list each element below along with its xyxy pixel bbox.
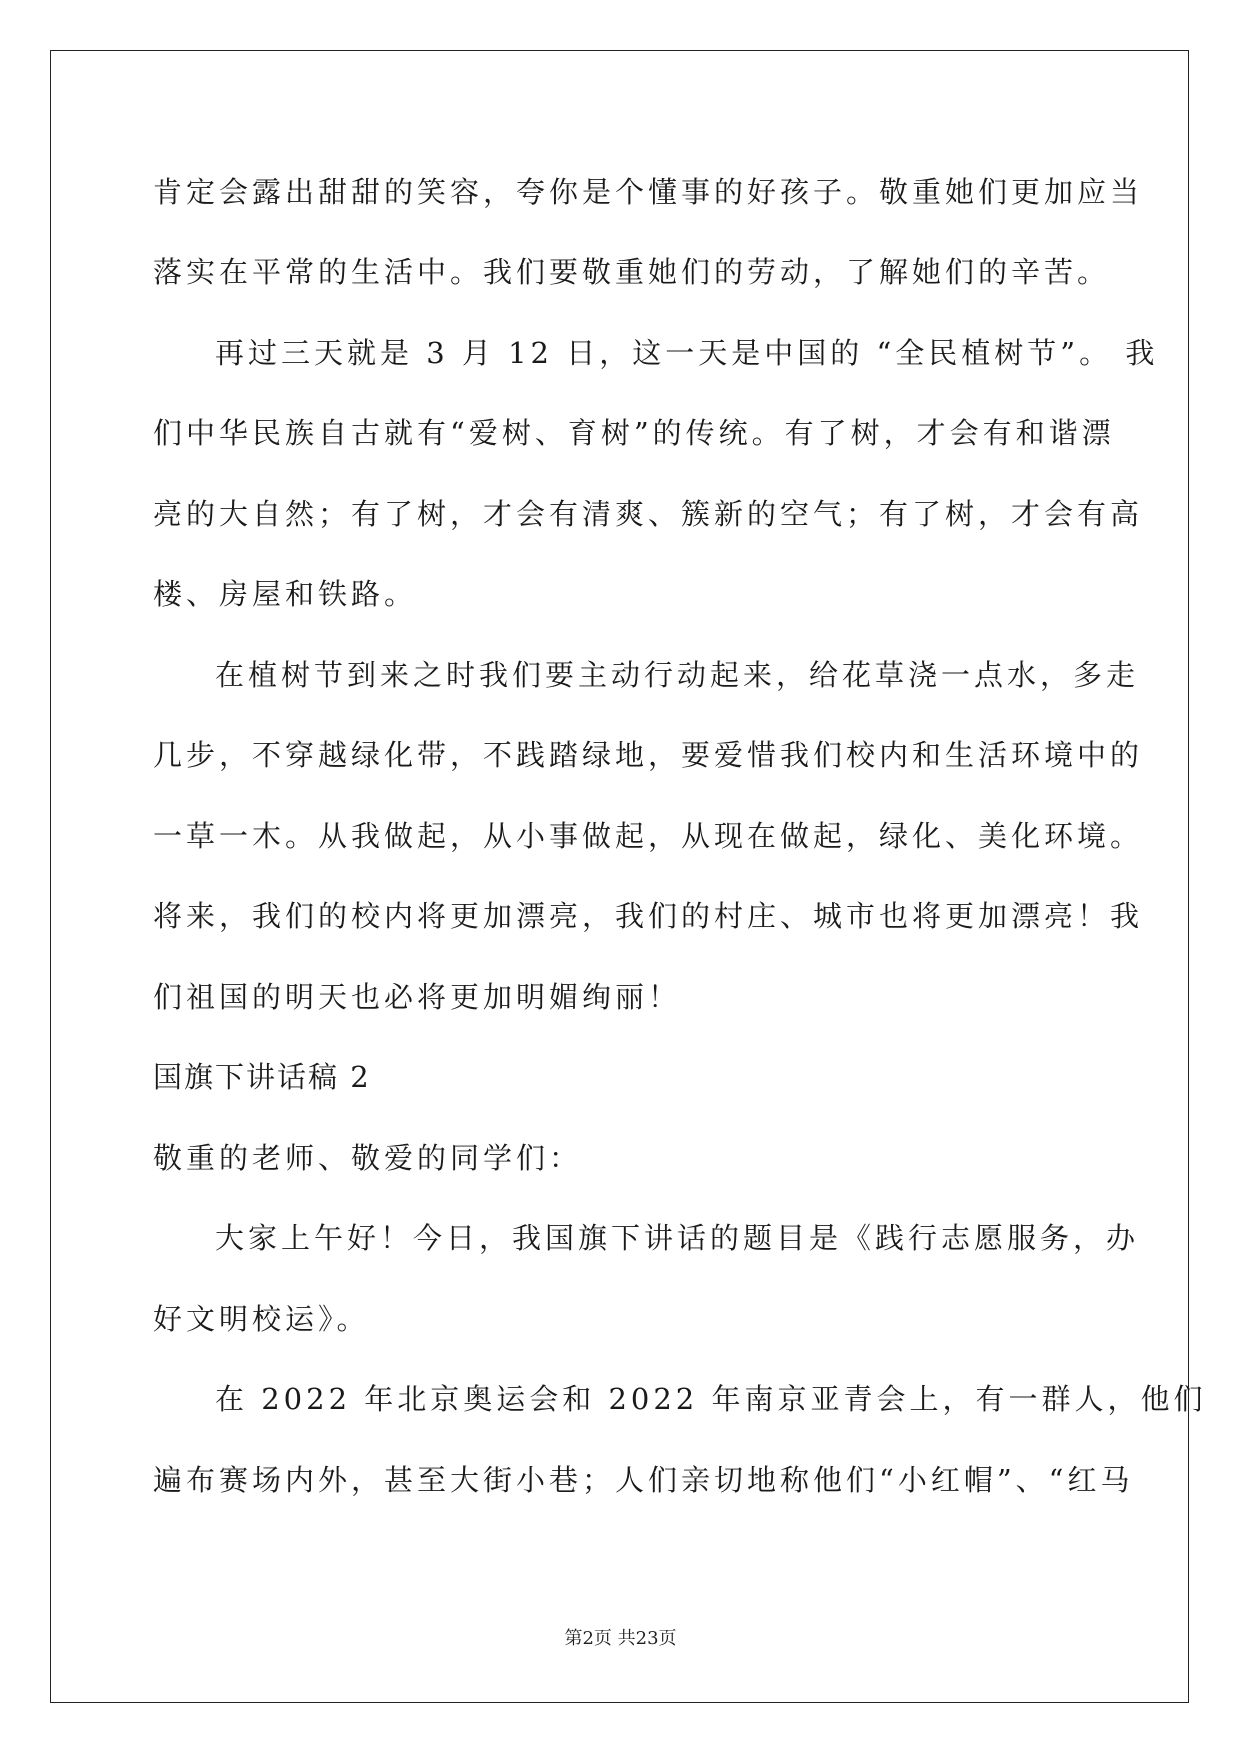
text-line: 们中华民族自古就有“爱树、育树”的传统。有了树，才会有和谐漂 — [153, 416, 1115, 450]
text-line: 遍布赛场内外，甚至大街小巷；人们亲切地称他们“小红帽”、“红马 — [153, 1463, 1134, 1497]
text-line: 好文明校运》。 — [153, 1302, 370, 1336]
footer-mid: 页 共 — [593, 1628, 636, 1649]
text-line: 肯定会露出甜甜的笑容，夸你是个懂事的好孩子。敬重她们更加应当 — [153, 175, 1144, 209]
page-footer — [0, 1624, 1241, 1650]
salutation: 敬重的老师、敬爱的同学们： — [153, 1141, 583, 1175]
text-line: 再过三天就是 3 月 12 日，这一天是中国的 “全民植树节”。 我 — [215, 336, 1159, 370]
text-line: 们祖国的明天也必将更加明媚绚丽！ — [153, 980, 682, 1014]
current-page-number: 2 — [582, 1628, 594, 1649]
text-line: 亮的大自然；有了树，才会有清爽、簇新的空气；有了树，才会有高 — [153, 497, 1144, 531]
text-line: 在 2022 年北京奥运会和 2022 年南京亚青会上，有一群人，他们 — [215, 1382, 1207, 1416]
text-line: 大家上午好！今日，我国旗下讲话的题目是《践行志愿服务，办 — [215, 1221, 1140, 1255]
text-line: 在植树节到来之时我们要主动行动起来，给花草浇一点水，多走 — [215, 658, 1140, 692]
total-pages: 23 — [635, 1628, 659, 1649]
section-heading: 国旗下讲话稿 2 — [153, 1060, 371, 1094]
text-line: 将来，我们的校内将更加漂亮，我们的村庄、城市也将更加漂亮！我 — [153, 899, 1144, 933]
text-line: 一草一木。从我做起，从小事做起，从现在做起，绿化、美化环境。 — [153, 819, 1144, 853]
text-line: 楼、房屋和铁路。 — [153, 577, 418, 611]
footer-prefix: 第 — [564, 1628, 583, 1649]
footer-suffix: 页 — [658, 1628, 677, 1649]
text-line: 落实在平常的生活中。我们要敬重她们的劳动，了解她们的辛苦。 — [153, 255, 1111, 289]
page-border — [50, 50, 1207, 1703]
text-line: 几步，不穿越绿化带，不践踏绿地，要爱惜我们校内和生活环境中的 — [153, 738, 1144, 772]
